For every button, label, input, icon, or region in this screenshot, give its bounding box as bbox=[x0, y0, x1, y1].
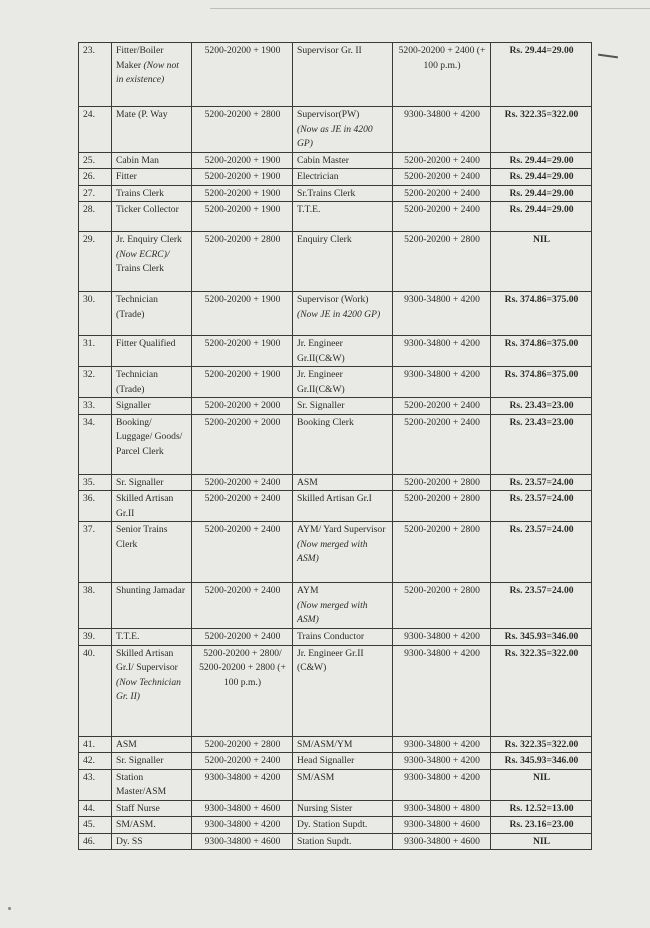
promotion-post: Station Supdt. bbox=[293, 833, 393, 850]
promotion-pay: 9300-34800 + 4200 bbox=[393, 336, 491, 367]
existing-post: Technician (Trade) bbox=[112, 367, 192, 398]
table-row bbox=[79, 185, 592, 202]
serial-number: 35. bbox=[79, 474, 112, 491]
fixation-amount: Rs. 29.44=29.00 bbox=[491, 43, 592, 107]
existing-post: Shunting Jamadar bbox=[112, 583, 192, 629]
existing-pay: 5200-20200 + 1900 bbox=[192, 336, 293, 367]
promotion-pay: 5200-20200 + 2400 bbox=[393, 152, 491, 169]
existing-post: Trains Clerk bbox=[112, 185, 192, 202]
promotion-pay: 9300-34800 + 4200 bbox=[393, 629, 491, 646]
existing-post bbox=[112, 43, 192, 107]
promotion-post: Electrician bbox=[293, 169, 393, 186]
fixation-amount: NIL bbox=[491, 232, 592, 292]
table-row bbox=[79, 169, 592, 186]
table-row bbox=[79, 107, 592, 153]
promotion-post bbox=[293, 583, 393, 629]
existing-post bbox=[112, 107, 192, 153]
fixation-amount: Rs. 322.35=322.00 bbox=[491, 736, 592, 753]
existing-pay: 5200-20200 + 1900 bbox=[192, 169, 293, 186]
existing-pay: 5200-20200 + 2400 bbox=[192, 474, 293, 491]
fixation-amount: Rs. 23.43=23.00 bbox=[491, 414, 592, 474]
table-row bbox=[79, 474, 592, 491]
table-row bbox=[79, 43, 592, 107]
promotion-pay: 9300-34800 + 4600 bbox=[393, 817, 491, 834]
promotion-post: Enquiry Clerk bbox=[293, 232, 393, 292]
existing-pay: 5200-20200 + 2400 bbox=[192, 522, 293, 583]
serial-number: 24. bbox=[79, 107, 112, 153]
serial-number: 26. bbox=[79, 169, 112, 186]
promotion-pay: 5200-20200 + 2800 bbox=[393, 491, 491, 522]
fixation-amount: Rs. 23.57=24.00 bbox=[491, 474, 592, 491]
existing-pay: 9300-34800 + 4600 bbox=[192, 800, 293, 817]
promotion-post: T.T.E. bbox=[293, 202, 393, 232]
existing-pay: 5200-20200 + 1900 bbox=[192, 292, 293, 336]
promotion-pay: 5200-20200 + 2400 bbox=[393, 185, 491, 202]
existing-post: Staff Nurse bbox=[112, 800, 192, 817]
existing-post: Sr. Signaller bbox=[112, 753, 192, 770]
existing-post: Signaller bbox=[112, 398, 192, 415]
existing-post: Senior Trains Clerk bbox=[112, 522, 192, 583]
scan-edge-line bbox=[210, 8, 650, 9]
fixation-amount: Rs. 374.86=375.00 bbox=[491, 336, 592, 367]
promotion-pay: 5200-20200 + 2800 bbox=[393, 522, 491, 583]
existing-pay: 5200-20200 + 2400 bbox=[192, 753, 293, 770]
new-post-note: (Now JE in 4200 GP) bbox=[297, 308, 381, 320]
existing-post: T.T.E. bbox=[112, 629, 192, 646]
promotion-post: Nursing Sister bbox=[293, 800, 393, 817]
promotion-post bbox=[293, 522, 393, 583]
existing-pay: 5200-20200 + 2000 bbox=[192, 414, 293, 474]
serial-number: 32. bbox=[79, 367, 112, 398]
promotion-pay: 9300-34800 + 4200 bbox=[393, 753, 491, 770]
serial-number: 46. bbox=[79, 833, 112, 850]
existing-post: Fitter bbox=[112, 169, 192, 186]
serial-number: 33. bbox=[79, 398, 112, 415]
fixation-amount: Rs. 345.93=346.00 bbox=[491, 753, 592, 770]
table-row bbox=[79, 292, 592, 336]
existing-pay: 9300-34800 + 4600 bbox=[192, 833, 293, 850]
fixation-amount: Rs. 29.44=29.00 bbox=[491, 202, 592, 232]
table-row bbox=[79, 414, 592, 474]
margin-dot bbox=[8, 907, 11, 910]
promotion-pay: 9300-34800 + 4200 bbox=[393, 367, 491, 398]
existing-pay: 5200-20200 + 2800 bbox=[192, 736, 293, 753]
post-name: Fitter/Boiler Maker bbox=[116, 45, 164, 71]
fixation-amount: Rs. 29.44=29.00 bbox=[491, 185, 592, 202]
promotion-post: SM/ASM/YM bbox=[293, 736, 393, 753]
fixation-amount: Rs. 23.16=23.00 bbox=[491, 817, 592, 834]
promotion-post: Jr. Engineer Gr.II (C&W) bbox=[293, 645, 393, 736]
serial-number: 42. bbox=[79, 753, 112, 770]
promotion-post: SM/ASM bbox=[293, 769, 393, 800]
pay-revision-table bbox=[78, 42, 592, 850]
fixation-amount: Rs. 23.57=24.00 bbox=[491, 583, 592, 629]
new-post-note: (Now merged with ASM) bbox=[297, 538, 368, 564]
post-name: Skilled Artisan Gr.I/ Supervisor bbox=[116, 647, 178, 673]
serial-number: 36. bbox=[79, 491, 112, 522]
new-post-note: (Now as JE in 4200 GP) bbox=[297, 123, 373, 149]
existing-pay: 9300-34800 + 4200 bbox=[192, 817, 293, 834]
new-post-name: Supervisor (Work) bbox=[297, 294, 369, 305]
promotion-post: Sr.Trains Clerk bbox=[293, 185, 393, 202]
fixation-amount: Rs. 23.43=23.00 bbox=[491, 398, 592, 415]
promotion-post: Jr. Engineer Gr.II(C&W) bbox=[293, 336, 393, 367]
table-row bbox=[79, 769, 592, 800]
fixation-amount: Rs. 23.57=24.00 bbox=[491, 491, 592, 522]
existing-pay: 5200-20200 + 1900 bbox=[192, 152, 293, 169]
serial-number: 38. bbox=[79, 583, 112, 629]
table-row bbox=[79, 491, 592, 522]
promotion-post: Cabin Master bbox=[293, 152, 393, 169]
existing-pay: 5200-20200 + 2400 bbox=[192, 583, 293, 629]
serial-number: 28. bbox=[79, 202, 112, 232]
promotion-pay: 5200-20200 + 2400 bbox=[393, 414, 491, 474]
new-post-name: AYM/ Yard Supervisor bbox=[297, 524, 386, 535]
fixation-amount: Rs. 322.35=322.00 bbox=[491, 645, 592, 736]
fixation-amount: Rs. 374.86=375.00 bbox=[491, 367, 592, 398]
existing-post: Sr. Signaller bbox=[112, 474, 192, 491]
serial-number: 31. bbox=[79, 336, 112, 367]
fixation-amount: Rs. 12.52=13.00 bbox=[491, 800, 592, 817]
serial-number: 37. bbox=[79, 522, 112, 583]
existing-pay: 5200-20200 + 1900 bbox=[192, 202, 293, 232]
existing-pay: 9300-34800 + 4200 bbox=[192, 769, 293, 800]
existing-post: Ticker Collector bbox=[112, 202, 192, 232]
serial-number: 41. bbox=[79, 736, 112, 753]
new-post-name: Supervisor Gr. II bbox=[297, 45, 362, 56]
post-note: (Now Technician Gr. II) bbox=[116, 676, 181, 702]
post-name-tail: Trains Clerk bbox=[116, 263, 164, 274]
serial-number: 45. bbox=[79, 817, 112, 834]
fixation-amount: NIL bbox=[491, 833, 592, 850]
serial-number: 40. bbox=[79, 645, 112, 736]
promotion-pay: 5200-20200 + 2800 bbox=[393, 232, 491, 292]
new-post-name: Supervisor(PW) bbox=[297, 109, 360, 120]
existing-pay: 5200-20200 + 1900 bbox=[192, 185, 293, 202]
promotion-pay: 5200-20200 + 2800 bbox=[393, 474, 491, 491]
existing-post: Booking/ Luggage/ Goods/ Parcel Clerk bbox=[112, 414, 192, 474]
promotion-pay: 9300-34800 + 4200 bbox=[393, 736, 491, 753]
promotion-post bbox=[293, 107, 393, 153]
post-name: Mate (P. Way bbox=[116, 109, 168, 120]
existing-post: Cabin Man bbox=[112, 152, 192, 169]
promotion-post: Sr. Signaller bbox=[293, 398, 393, 415]
serial-number: 39. bbox=[79, 629, 112, 646]
promotion-post: Booking Clerk bbox=[293, 414, 393, 474]
post-note: (Now ECRC)/ bbox=[116, 248, 170, 260]
serial-number: 25. bbox=[79, 152, 112, 169]
existing-post: SM/ASM. bbox=[112, 817, 192, 834]
existing-post bbox=[112, 645, 192, 736]
table-row bbox=[79, 336, 592, 367]
promotion-pay: 9300-34800 + 4200 bbox=[393, 292, 491, 336]
table-row bbox=[79, 522, 592, 583]
existing-pay: 5200-20200 + 2400 bbox=[192, 491, 293, 522]
existing-pay: 5200-20200 + 2800/ 5200-20200 + 2800 (+ 100 p.m.) bbox=[192, 645, 293, 736]
existing-post: Fitter Qualified bbox=[112, 336, 192, 367]
table-row bbox=[79, 645, 592, 736]
existing-post: Skilled Artisan Gr.II bbox=[112, 491, 192, 522]
promotion-pay: 9300-34800 + 4200 bbox=[393, 645, 491, 736]
promotion-pay: 5200-20200 + 2400 bbox=[393, 169, 491, 186]
table-row bbox=[79, 583, 592, 629]
table-body bbox=[79, 43, 592, 850]
fixation-amount: NIL bbox=[491, 769, 592, 800]
table-row bbox=[79, 753, 592, 770]
margin-pen-mark bbox=[598, 54, 618, 59]
fixation-amount: Rs. 345.93=346.00 bbox=[491, 629, 592, 646]
promotion-pay: 9300-34800 + 4200 bbox=[393, 107, 491, 153]
promotion-post: Dy. Station Supdt. bbox=[293, 817, 393, 834]
promotion-post: ASM bbox=[293, 474, 393, 491]
serial-number: 23. bbox=[79, 43, 112, 107]
existing-pay: 5200-20200 + 2800 bbox=[192, 107, 293, 153]
table-row bbox=[79, 833, 592, 850]
post-name: Jr. Enquiry Clerk bbox=[116, 234, 182, 245]
table-row bbox=[79, 817, 592, 834]
post-note: (Now not in existence) bbox=[116, 59, 179, 85]
serial-number: 43. bbox=[79, 769, 112, 800]
table-row bbox=[79, 800, 592, 817]
promotion-pay: 5200-20200 + 2400 (+ 100 p.m.) bbox=[393, 43, 491, 107]
fixation-amount: Rs. 374.86=375.00 bbox=[491, 292, 592, 336]
fixation-amount: Rs. 23.57=24.00 bbox=[491, 522, 592, 583]
promotion-post: Jr. Engineer Gr.II(C&W) bbox=[293, 367, 393, 398]
serial-number: 29. bbox=[79, 232, 112, 292]
promotion-post: Trains Conductor bbox=[293, 629, 393, 646]
existing-post: Dy. SS bbox=[112, 833, 192, 850]
promotion-post: Skilled Artisan Gr.I bbox=[293, 491, 393, 522]
promotion-post bbox=[293, 292, 393, 336]
promotion-pay: 5200-20200 + 2800 bbox=[393, 583, 491, 629]
existing-post: Station Master/ASM bbox=[112, 769, 192, 800]
fixation-amount: Rs. 322.35=322.00 bbox=[491, 107, 592, 153]
promotion-post: Head Signaller bbox=[293, 753, 393, 770]
existing-post: ASM bbox=[112, 736, 192, 753]
serial-number: 30. bbox=[79, 292, 112, 336]
promotion-pay: 9300-34800 + 4800 bbox=[393, 800, 491, 817]
serial-number: 44. bbox=[79, 800, 112, 817]
existing-pay: 5200-20200 + 1900 bbox=[192, 43, 293, 107]
existing-post bbox=[112, 232, 192, 292]
table-row bbox=[79, 736, 592, 753]
existing-pay: 5200-20200 + 2400 bbox=[192, 629, 293, 646]
new-post-name: AYM bbox=[297, 585, 319, 596]
table-row bbox=[79, 367, 592, 398]
fixation-amount: Rs. 29.44=29.00 bbox=[491, 169, 592, 186]
promotion-pay: 5200-20200 + 2400 bbox=[393, 398, 491, 415]
promotion-pay: 9300-34800 + 4600 bbox=[393, 833, 491, 850]
table-row bbox=[79, 398, 592, 415]
table-row bbox=[79, 232, 592, 292]
existing-pay: 5200-20200 + 1900 bbox=[192, 367, 293, 398]
table-row bbox=[79, 202, 592, 232]
promotion-pay: 9300-34800 + 4200 bbox=[393, 769, 491, 800]
serial-number: 34. bbox=[79, 414, 112, 474]
existing-pay: 5200-20200 + 2800 bbox=[192, 232, 293, 292]
table-row bbox=[79, 629, 592, 646]
promotion-pay: 5200-20200 + 2400 bbox=[393, 202, 491, 232]
new-post-note: (Now merged with ASM) bbox=[297, 599, 368, 625]
serial-number: 27. bbox=[79, 185, 112, 202]
table-row bbox=[79, 152, 592, 169]
fixation-amount: Rs. 29.44=29.00 bbox=[491, 152, 592, 169]
existing-post: Technician (Trade) bbox=[112, 292, 192, 336]
existing-pay: 5200-20200 + 2000 bbox=[192, 398, 293, 415]
promotion-post bbox=[293, 43, 393, 107]
